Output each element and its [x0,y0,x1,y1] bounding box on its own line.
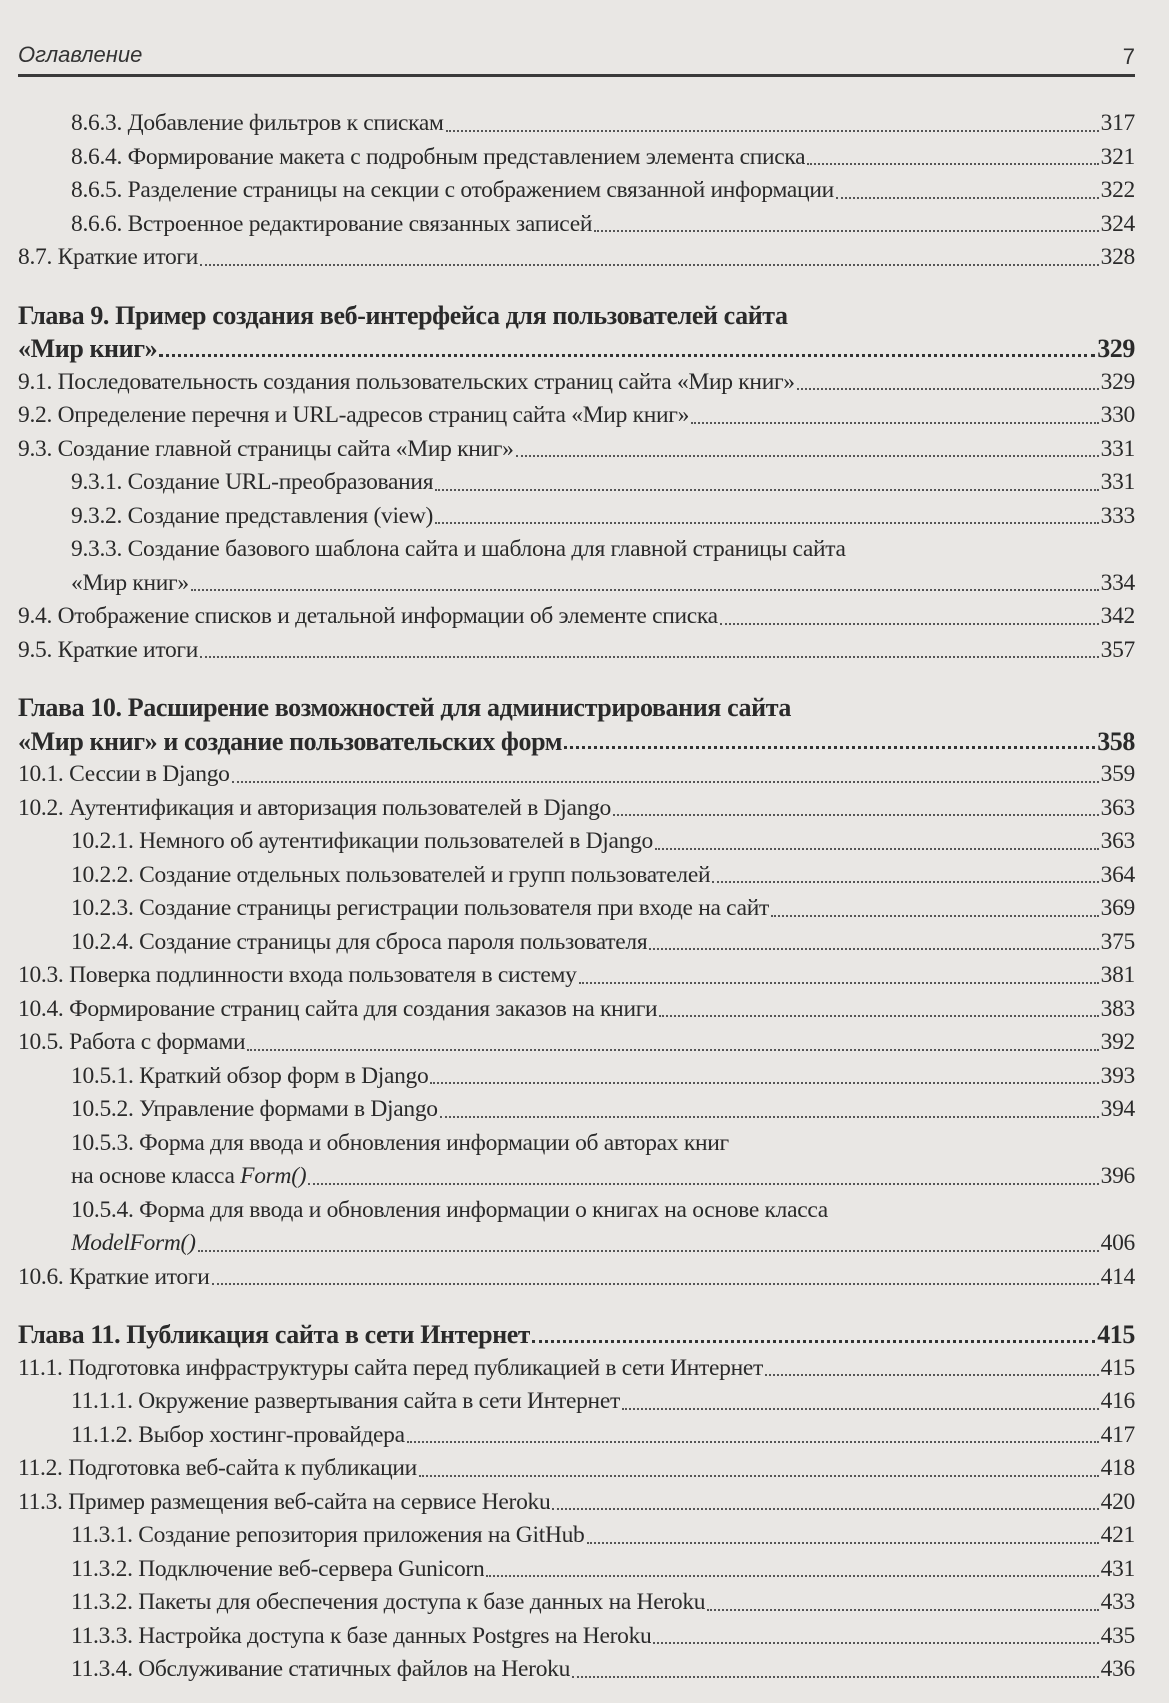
chapter-entry[interactable] [18,1318,1135,1352]
dot-leader [572,1676,1099,1678]
dot-leader [797,388,1099,390]
dot-leader [653,1642,1098,1644]
dot-leader [622,1408,1099,1410]
entry-page-number: 420 [1100,1488,1135,1515]
subsection-entry[interactable] [18,1586,1135,1620]
entry-title [71,859,710,893]
subsection-entry[interactable] [18,141,1135,175]
section-entry[interactable] [18,758,1135,792]
entry-title [18,634,198,668]
entry-page-number: 357 [1100,636,1135,663]
chapter-title-line[interactable] [18,299,1135,333]
entry-title [71,1227,196,1261]
entry-class-name: Form() [240,1163,307,1189]
entry-title [18,1318,530,1352]
dot-leader [446,130,1099,132]
chapter-entry[interactable] [18,725,1135,759]
dot-leader [587,1542,1099,1544]
entry-page-number: 317 [1100,110,1135,136]
entry-title [18,1261,210,1295]
entry-label: 10.2.3. Создание страницы регистрации пользователя при входе на сайт [71,895,769,921]
chapter-title-line[interactable] [18,691,1135,725]
dot-leader [440,1116,1099,1118]
toc-entry-line[interactable] [18,1127,1135,1161]
subsection-entry[interactable] [18,1060,1135,1094]
entry-page-number: 342 [1100,603,1135,629]
entry-title [71,825,653,859]
entry-page-number: 329 [1097,334,1135,363]
entry-label: Глава 11. Публикация сайта в сети Интернет [18,1320,531,1349]
entry-label: 10.1. Сессии в Django [18,761,230,787]
entry-label: 11.3. Пример размещения веб-сайта на сервисе Heroku [18,1488,551,1515]
entry-page-number: 324 [1100,210,1135,237]
entry-page-number: 421 [1100,1522,1135,1548]
entry-label: 8.6.6. Встроенное редактирование связанных записей [71,210,593,237]
entry-title [71,567,189,601]
header-title: Оглавление [18,42,143,67]
entry-title [71,1093,438,1127]
entry-title [18,241,198,275]
entry-label: 8.7. Краткие итоги [18,244,199,270]
entry-label: 11.3.4. Обслуживание статичных файлов на Heroku [71,1656,571,1682]
subsection-entry[interactable] [18,1093,1135,1127]
toc-entry-line[interactable] [18,533,1135,567]
entry-label: 10.5.2. Управление формами в Django [71,1096,438,1122]
entry-title [71,141,805,175]
entry-title [71,1385,620,1419]
dot-leader [552,1508,1098,1510]
dot-leader [594,230,1099,232]
page-number: 7 [1122,44,1135,69]
dot-leader [691,422,1099,424]
entry-page-number: 435 [1100,1622,1135,1649]
dot-leader [191,589,1099,591]
entry-label: 10.4. Формирование страниц сайта для создания заказов на книги [18,995,658,1022]
dot-leader [159,354,1095,357]
dot-leader [655,848,1099,850]
entry-label: 10.5. Работа с формами [18,1029,246,1055]
entry-page-number: 331 [1100,469,1135,495]
dot-leader [707,1609,1098,1611]
dot-leader [200,264,1099,266]
dot-leader [613,814,1099,816]
entry-label: «Мир книг» [18,334,158,363]
entry-label: 11.1.2. Выбор хостинг-провайдера [71,1421,405,1448]
subsection-entry[interactable] [18,208,1135,242]
dot-leader [649,948,1098,950]
dot-leader [720,623,1099,625]
entry-label: 8.6.4. Формирование макета с подробным представлением элемента списка [71,143,806,170]
entry-label: 10.2.2. Создание отдельных пользователей и групп пользователей [71,861,711,888]
entry-label: «Мир книг» и создание пользовательских форм [18,726,563,756]
entry-page-number: 329 [1100,368,1135,395]
entry-title [18,1452,417,1486]
entry-title: 10.5.3. Форма для ввода и обновления информации об авторах книг [71,1129,729,1156]
section-entry[interactable] [18,399,1135,433]
entry-label: 11.3.2. Подключение веб-сервера Gunicorn [71,1555,485,1582]
entry-title [71,1653,570,1687]
entry-page-number: 431 [1100,1555,1135,1582]
entry-label: 11.1. Подготовка инфраструктуры сайта перед публикацией в сети Интернет [18,1354,763,1381]
entry-class-name: ModelForm() [71,1230,196,1256]
entry-label: 9.2. Определение перечня и URL-адресов страниц сайта «Мир книг» [18,402,690,428]
section-entry[interactable] [18,366,1135,400]
entry-label: 9.3.1. Создание URL-преобразования [71,469,434,495]
entry-label: 8.6.5. Разделение страницы на секции с отображением связанной информации [71,177,834,203]
subsection-entry[interactable] [18,1160,1135,1194]
dot-leader [807,163,1098,165]
entry-title [71,107,444,141]
subsection-entry[interactable] [18,1419,1135,1453]
entry-page-number: 359 [1100,761,1135,787]
entry-title [18,758,230,792]
entry-title [71,1160,306,1194]
subsection-entry[interactable] [18,466,1135,500]
entry-label: 10.2.4. Создание страницы для сброса пароля пользователя [71,928,648,955]
entry-title [71,1586,705,1620]
entry-page-number: 364 [1100,861,1135,888]
dot-leader [212,1283,1099,1285]
entry-label: на основе класса [71,1163,241,1189]
entry-page-number: 328 [1100,244,1135,270]
entry-page-number: 321 [1100,143,1135,170]
entry-title [18,366,795,400]
entry-page-number: 418 [1100,1455,1135,1481]
entry-page-number: 375 [1100,928,1135,955]
section-entry[interactable] [18,241,1135,275]
entry-page-number: 322 [1100,177,1135,203]
entry-title [18,959,577,993]
entry-page-number: 363 [1100,794,1135,821]
subsection-entry[interactable] [18,1653,1135,1687]
entry-label: 9.3. Создание главной страницы сайта «Мир книг» [18,435,514,462]
entry-title [71,1060,428,1094]
entry-label: 11.3.3. Настройка доступа к базе данных Postgres на Heroku [71,1622,652,1649]
entry-page-number: 333 [1100,502,1135,529]
subsection-entry[interactable] [18,1553,1135,1587]
dot-leader [419,1475,1099,1477]
section-entry[interactable] [18,959,1135,993]
entry-title: 9.3.3. Создание базового шаблона сайта и шаблона для главной страницы сайта [71,536,846,562]
entry-label: 11.2. Подготовка веб-сайта к публикации [18,1455,417,1481]
subsection-entry[interactable] [18,1385,1135,1419]
entry-page-number: 363 [1100,828,1135,854]
entry-label: 11.3.2. Пакеты для обеспечения доступа к базе данных на Heroku [71,1589,706,1615]
entry-title [18,600,718,634]
dot-leader [532,1340,1095,1343]
dot-leader [486,1575,1098,1577]
table-of-contents [18,107,1135,1687]
section-entry[interactable] [18,792,1135,826]
subsection-entry[interactable] [18,500,1135,534]
entry-title [18,1026,245,1060]
entry-title [18,725,562,759]
entry-page-number: 383 [1100,995,1135,1022]
entry-label: 9.4. Отображение списков и детальной информации об элементе списка [18,603,718,629]
entry-page-number: 406 [1100,1230,1135,1256]
entry-label: 10.5.1. Краткий обзор форм в Django [71,1062,429,1089]
entry-title [71,174,834,208]
dot-leader [198,1250,1099,1252]
section-entry[interactable] [18,600,1135,634]
entry-label: 9.3.2. Создание представления (view) [71,502,434,529]
entry-label: 11.1.1. Окружение развертывания сайта в сети Интернет [71,1388,620,1414]
entry-title [71,1519,585,1553]
entry-title [18,1486,550,1520]
entry-title [71,208,592,242]
entry-title [71,1419,405,1453]
entry-page-number: 417 [1100,1421,1135,1448]
entry-label: 10.2.1. Немного об аутентификации пользователей в Django [71,828,653,854]
entry-page-number: 416 [1100,1388,1135,1414]
section-entry[interactable] [18,634,1135,668]
chapter-spacer [18,275,1135,299]
entry-page-number: 415 [1100,1354,1135,1381]
section-entry[interactable] [18,1026,1135,1060]
entry-title [71,1553,484,1587]
chapter-spacer [18,667,1135,691]
entry-title [71,1620,651,1654]
entry-label: 11.3.1. Создание репозитория приложения на GitHub [71,1522,585,1548]
entry-title [71,500,433,534]
dot-leader [579,982,1099,984]
entry-title: Глава 10. Расширение возможностей для администрирования сайта [18,693,792,722]
subsection-entry[interactable] [18,892,1135,926]
entry-page-number: 433 [1100,1589,1135,1615]
entry-label: «Мир книг» [71,569,189,596]
dot-leader [564,746,1095,749]
dot-leader [247,1049,1098,1051]
section-entry[interactable] [18,1352,1135,1386]
entry-title [71,892,769,926]
entry-title [18,399,689,433]
subsection-entry[interactable] [18,859,1135,893]
dot-leader [516,455,1099,457]
entry-title [71,466,433,500]
entry-title [18,433,514,467]
dot-leader [712,881,1098,883]
entry-page-number: 369 [1100,895,1135,921]
entry-title [18,993,657,1027]
section-entry[interactable] [18,1486,1135,1520]
entry-page-number: 436 [1100,1656,1135,1682]
subsection-entry[interactable] [18,825,1135,859]
subsection-entry[interactable] [18,567,1135,601]
entry-page-number: 334 [1100,569,1135,596]
dot-leader [407,1441,1099,1443]
entry-page-number: 330 [1100,402,1135,428]
dot-leader [659,1015,1098,1017]
section-entry[interactable] [18,1452,1135,1486]
entry-page-number: 381 [1100,962,1135,988]
entry-page-number: 414 [1100,1263,1135,1290]
section-entry[interactable] [18,433,1135,467]
dot-leader [430,1082,1098,1084]
subsection-entry[interactable] [18,926,1135,960]
toc-entry-line[interactable] [18,1194,1135,1228]
entry-title: Глава 9. Пример создания веб-интерфейса для пользователей сайта [18,300,788,330]
entry-page-number: 358 [1097,726,1135,756]
entry-page-number: 415 [1097,1320,1135,1349]
subsection-entry[interactable] [18,107,1135,141]
subsection-entry[interactable] [18,1519,1135,1553]
dot-leader [765,1374,1099,1376]
entry-label: 8.6.3. Добавление фильтров к спискам [71,110,444,136]
subsection-entry[interactable] [18,174,1135,208]
entry-title: 10.5.4. Форма для ввода и обновления информации о книгах на основе класса [71,1196,828,1223]
subsection-entry[interactable] [18,1227,1135,1261]
subsection-entry[interactable] [18,1620,1135,1654]
entry-title [18,792,611,826]
running-header [18,38,1135,77]
section-entry[interactable] [18,993,1135,1027]
entry-label: 9.1. Последовательность создания пользовательских страниц сайта «Мир книг» [18,368,795,395]
entry-page-number: 396 [1100,1163,1135,1189]
dot-leader [200,656,1099,658]
dot-leader [435,489,1098,491]
entry-label: 10.6. Краткие итоги [18,1263,210,1290]
dot-leader [836,197,1099,199]
entry-title [18,332,157,366]
entry-page-number: 393 [1100,1062,1135,1089]
entry-label: 10.3. Поверка подлинности входа пользователя в систему [18,962,577,988]
dot-leader [232,781,1099,783]
entry-page-number: 392 [1100,1029,1135,1055]
entry-title [71,926,647,960]
dot-leader [435,522,1099,524]
dot-leader [771,915,1099,917]
entry-page-number: 331 [1100,435,1135,462]
entry-label: 10.2. Аутентификация и авторизация пользователей в Django [18,794,611,821]
entry-page-number: 394 [1100,1096,1135,1122]
entry-label: 9.5. Краткие итоги [18,636,199,663]
chapter-spacer [18,1294,1135,1318]
entry-title [18,1352,763,1386]
section-entry[interactable] [18,1261,1135,1295]
chapter-entry[interactable] [18,332,1135,366]
dot-leader [308,1183,1098,1185]
